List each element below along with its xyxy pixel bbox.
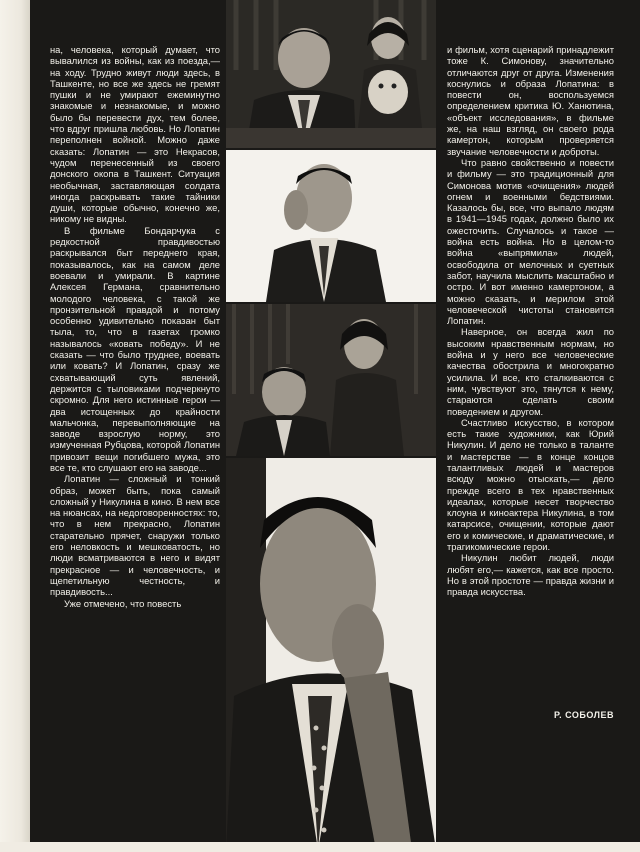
author-signature: Р. СОБОЛЕВ	[554, 710, 614, 720]
paper-edge-bottom	[0, 842, 640, 852]
paragraph: Счастливо искусство, в котором есть такие художники, как Юрий Никулин. И дело не только в таланте и мастерстве — в конце концов талантливых людей и мастеров всюду можно отыскать,— дело прежде всего в тех нравственных идеалах, которые несет творчество клоуна и киноактера Никулина, в том катарсисе, очищении, которые дают его и комические, и драматические, и трагикомические герои.	[447, 416, 614, 553]
paragraph: Уже отмечено, что повесть	[64, 597, 182, 609]
paragraph: на, человека, который думает, что вывалился из войны, как из поезда,— на ходу. Трудно живут люди здесь, в Ташкенте, но все же здесь не гремят пушки и не умирают ежеминутно знакомые и незнакомые, и можно было бы перевести дух, тем более, что вдруг пришла любовь. Но Лопатин переполнен войной. Можно даже сказать: Лопатин — это Некрасов, чудом перенесенный из своего донского окопа в Ташкент. Ситуация необычная, заставляющая солдата иногда раскрывать такие тайники души, которые обычно, конечно же, никому не видны.	[50, 44, 220, 225]
photo-actor-pensive	[226, 150, 436, 302]
paragraph: В фильме Бондарчука с редкостной правдивостью раскрывался быт переднего края, показывалось, как на самом деле воевали и умирали. В картине Алексея Германа, сравнительно молодого человека, с такой же пронзительной правдой и потому особенно удивительно показан быт тыла, то, что в газетах громко называлось «ковать победу». И не сказать — что было труднее, воевать или ковать? И Лопатин, сразу же схватывающий суть явлений, держится с тыловиками подчеркнуто скромно. Для него истинные герои — два истощенных до крайности мальчонка, перевыполняющие на заводе взрослую норму, это измученная Рубцова, которой Лопатин привозит вещи погибшего мужа, это все те, кто слушают его на заводе...	[50, 224, 220, 473]
paragraph: и фильм, хотя сценарий принадлежит тоже К. Симонову, значительно отличаются друг от друга. Изменения коснулись и образа Лопатина: в повести он, воспользуемся определением критика Ю. Ханютина, «объект исследования», в фильме же, на наш взгляд, он своего рода камертон, которым проверяется звучание человечности и доброты.	[447, 44, 614, 157]
photo-actor-closeup	[226, 458, 436, 850]
photo-actor-with-woman-and-dog	[226, 0, 436, 148]
paragraph: Наверное, он всегда жил по высоким нравственным нормам, но война и у него все человеческие качества обострила и многократно усилила. И все, кто сталкиваются с ним, чувствуют это, тянутся к нему, стараются сделать своим поведением и другом.	[447, 326, 614, 417]
paragraph: Лопатин — сложный и тонкий образ, может быть, пока самый сложный у Никулина в кино. В нем все на нюансах, на недоговоренностях: то, что в нем прекрасно, Лопатин старательно прячет, снаружи только его неловкость и мешковатость, но люди всматриваются в него и видят прекрасное — и человечность, и щепетильную честность, и правдивость...	[50, 473, 220, 598]
paragraph: Что равно свойственно и повести и фильму — это традиционный для Симонова мотив «очищения» людей огнем и военными бедствиями. Казалось бы, все, что выпало людям в 1941—1945 годах, должно было их ожесточить. Случалось и такое — война есть война. Но в целом-то война «выпрямила» людей, освободила от мелочных и суетных забот, научила мыслить масштабно и остро. И вот именно камертоном, а можно сказать, и мерилом этой человеческой чистоты становится Лопатин.	[447, 156, 614, 327]
text-column-left	[50, 44, 220, 734]
paper-edge	[0, 0, 30, 852]
paragraph: Никулин любит людей, люди любят его,— кажется, как все просто. Но в этой простоте — правда жизни и правда искусства.	[447, 552, 614, 598]
photo-actor-with-young-man	[226, 304, 436, 456]
text-column-right	[447, 44, 614, 706]
